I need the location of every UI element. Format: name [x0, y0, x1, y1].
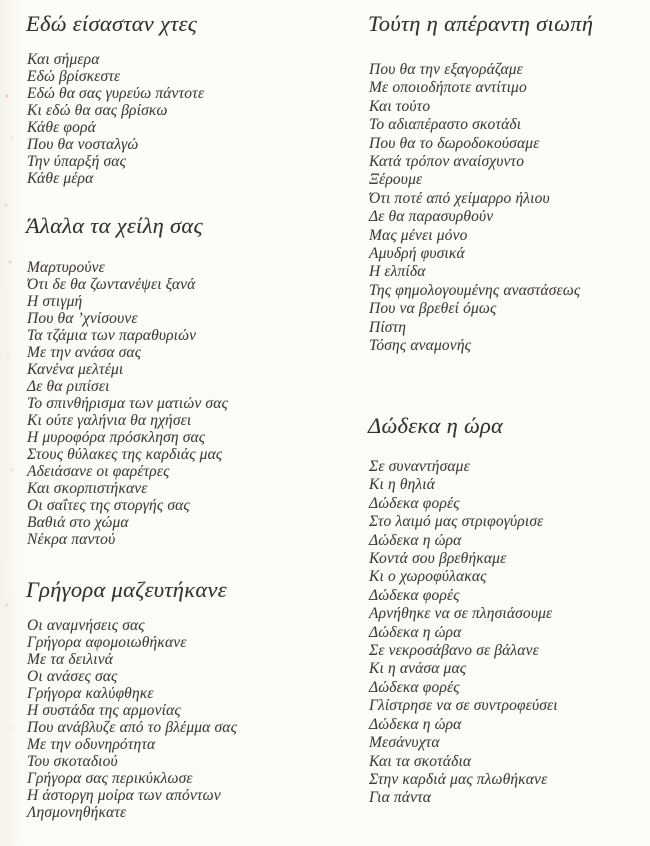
poem-line: Κατά τρόπον αναίσχυντο: [369, 153, 525, 171]
poem-line: Αρνήθηκε να σε πλησιάσουμε: [369, 605, 553, 623]
poem-line: Και τα σκοτάδια: [369, 752, 472, 770]
poem-stanza: [369, 458, 558, 808]
poem-line: Κι ούτε γαλήνια θα ηχήσει: [27, 412, 192, 429]
poem-line: Της φημολογουμένης αναστάσεως: [369, 281, 581, 299]
poem-line: Με τα δειλινά: [27, 651, 114, 668]
poem-stanza: [369, 61, 580, 356]
poem-line: Λησμονηθήκατε: [27, 804, 127, 821]
poem-line: Η ελπίδα: [369, 263, 426, 281]
poem-line: Εδώ θα σας γυρεύω πάντοτε: [27, 85, 205, 102]
poem-line: Που ανάβλυζε από το βλέμμα σας: [27, 719, 238, 736]
poem-line: Το αδιαπέραστο σκοτάδι: [369, 116, 522, 134]
poem-line: Μαρτυρούνε: [27, 259, 105, 276]
poem-line: Που θα το δωροδοκούσαμε: [369, 134, 540, 152]
poem-line: Στο λαιμό μας στριφογύρισε: [369, 513, 544, 531]
poem-line: Κι ο χωροφύλακας: [369, 568, 487, 586]
poem-title-touti-i-aperanti-siopi: Τούτη η απέραντη σιωπή: [368, 11, 594, 36]
poem-line: Τα τζάμια των παραθυριών: [27, 327, 197, 344]
poem-line: Που θα νοσταλγώ: [27, 136, 139, 153]
poem-title-alala-ta-cheili-sas: Άλαλα τα χείλη σας: [26, 213, 203, 238]
poem-line: Κοντά σου βρεθήκαμε: [369, 550, 507, 568]
poem-line: Κάθε μέρα: [27, 170, 94, 187]
poem-line: Ξέρουμε: [369, 171, 423, 189]
poem-line: Κανένα μελτέμι: [27, 361, 124, 378]
poem-title-grigora-mazeftikane: Γρήγορα μαζευτήκανε: [26, 577, 227, 602]
poem-line: Οι αναμνήσεις σας: [27, 617, 145, 634]
poem-line: Μεσάνυχτα: [369, 734, 440, 752]
poem-line: Το σπινθήρισμα των ματιών σας: [27, 395, 228, 412]
poem-line: Κι η θηλιά: [369, 476, 436, 494]
poem-line: Η στιγμή: [27, 293, 83, 310]
poem-line: Στην καρδιά μας πλωθήκανε: [369, 770, 548, 788]
poem-line: Ότι δε θα ζωντανέψει ξανά: [27, 276, 196, 293]
poem-line: Με την οδυνηρότητα: [27, 736, 156, 753]
poem-line: Γρήγορα σας περικύκλωσε: [27, 770, 193, 787]
poem-line: Με οποιοδήποτε αντίτιμο: [369, 79, 527, 97]
poem-line: Γρήγορα καλύφθηκε: [27, 685, 154, 702]
poem-line: Μας μένει μόνο: [369, 226, 468, 244]
poem-line: Νέκρα παντού: [27, 531, 116, 548]
poem-line: Με την ανάσα σας: [27, 344, 142, 361]
poem-title-edo-isastan-chtes: Εδώ είσασταν χτες: [26, 11, 198, 36]
poem-line: Και τούτο: [369, 97, 431, 115]
poem-line: Οι ανάσες σας: [27, 668, 118, 685]
poem-line: Αδειάσανε οι φαρέτρες: [27, 463, 170, 480]
poem-stanza: [27, 51, 204, 187]
poem-line: Γρήγορα αφομοιωθήκανε: [27, 634, 187, 651]
poem-line: Σε νεκροσάβανο σε βάλανε: [369, 642, 539, 660]
poem-line: Δώδεκα φορές: [369, 586, 460, 604]
poem-line: Που θα την εξαγοράζαμε: [369, 61, 523, 78]
poem-line: Την ύπαρξή σας: [27, 153, 127, 170]
poem-line: Ότι ποτέ από χείμαρρο ήλιου: [369, 189, 550, 207]
poem-line: Η άστοργη μοίρα των απόντων: [27, 787, 221, 804]
poem-line: Σε συναντήσαμε: [369, 458, 470, 475]
poem-line: Δε θα παρασυρθούν: [369, 208, 494, 226]
poem-line: Κι η ανάσα μας: [369, 660, 467, 678]
poem-stanza: [27, 617, 237, 821]
poem-line: Η συστάδα της αρμονίας: [27, 702, 181, 719]
poem-line: Κάθε φορά: [27, 119, 96, 136]
poem-line: Δώδεκα η ώρα: [369, 531, 462, 549]
poem-stanza: [27, 259, 228, 548]
poem-line: Τόσης αναμονής: [369, 337, 472, 355]
poem-line: Κι εδώ θα σας βρίσκω: [27, 102, 168, 119]
poem-line: Εδώ βρίσκεστε: [27, 68, 121, 85]
poem-line: Στους θύλακες της καρδιάς μας: [27, 446, 223, 463]
poem-line: Δώδεκα η ώρα: [369, 623, 462, 641]
poem-line: Βαθιά στο χώμα: [27, 514, 129, 531]
poem-line: Γλίστρησε να σε συντροφεύσει: [369, 697, 558, 715]
poem-line: Και σήμερα: [27, 51, 100, 68]
poem-line: Η μυροφόρα πρόσκληση σας: [27, 429, 206, 446]
poem-line: Για πάντα: [369, 789, 432, 807]
poem-line: Που θα ’χνίσουνε: [27, 310, 138, 327]
poem-line: Δώδεκα η ώρα: [369, 715, 462, 733]
poem-line: Και σκορπιστήκανε: [27, 480, 148, 497]
poem-line: Οι σαΐτες της στοργής σας: [27, 497, 190, 514]
poem-line: Πίστη: [369, 318, 407, 336]
poem-line: Δώδεκα φορές: [369, 678, 460, 696]
poem-line: Που να βρεθεί όμως: [369, 300, 497, 318]
poem-line: Αμυδρή φυσικά: [369, 245, 465, 263]
poem-title-dodeka-i-ora: Δώδεκα η ώρα: [368, 413, 504, 438]
poem-line: Του σκοταδιού: [27, 753, 118, 770]
poem-line: Δώδεκα φορές: [369, 494, 460, 512]
poem-line: Δε θα ριπίσει: [27, 378, 110, 395]
